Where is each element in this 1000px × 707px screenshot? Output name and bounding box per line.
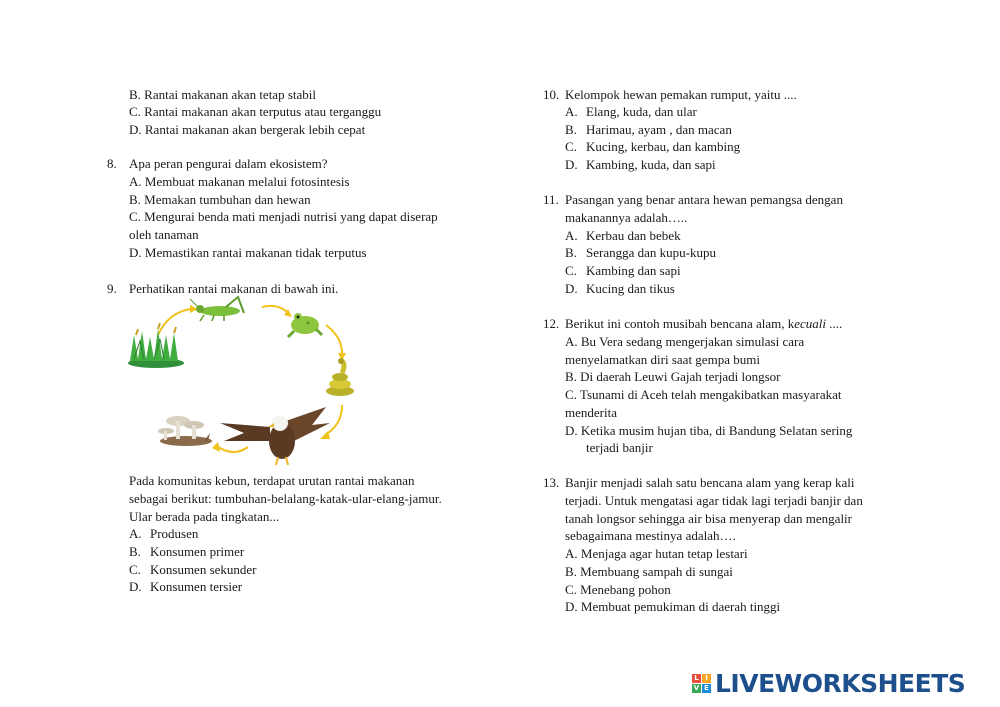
q12-option-d[interactable]: D. Ketika musim hujan tiba, di Bandung Selatan sering	[565, 423, 853, 438]
option-letter: B.	[129, 544, 141, 559]
option-letter: C.	[565, 139, 577, 154]
q7-option-b[interactable]: B. Rantai makanan akan tetap stabil	[129, 87, 316, 102]
question-text: Banjir menjadi salah satu bencana alam yang kerap kali	[565, 475, 855, 490]
logo-tile: V	[693, 683, 700, 692]
q13-option-a[interactable]: A. Menjaga agar hutan tetap lestari	[565, 546, 748, 561]
q12-option-d-continued: terjadi banjir	[586, 440, 653, 455]
question-number: 8.	[107, 156, 117, 171]
question-text: Perhatikan rantai makanan di bawah ini.	[129, 281, 339, 296]
option-letter: D.	[565, 157, 578, 172]
option-letter: A.	[565, 104, 578, 119]
q9-body-line: Pada komunitas kebun, terdapat urutan rantai makanan	[129, 473, 415, 488]
question-text-main: Berikut ini contoh musibah bencana alam, k	[565, 316, 795, 331]
question-number: 12.	[543, 316, 560, 331]
option-letter: B.	[565, 122, 577, 137]
question-number: 11.	[543, 192, 559, 207]
option-letter: C.	[565, 263, 577, 278]
q8-option-d[interactable]: D. Memastikan rantai makanan tidak terputus	[129, 245, 367, 260]
logo-tile: I	[702, 674, 711, 683]
q12-option-b[interactable]: B. Di daerah Leuwi Gajah terjadi longsor	[565, 369, 781, 384]
option-letter: A.	[565, 228, 578, 243]
question-number: 13.	[543, 475, 560, 490]
option-letter: B.	[565, 245, 577, 260]
question-text-end: ....	[826, 316, 843, 331]
q8-option-c-continued: oleh tanaman	[129, 227, 199, 242]
option-text: Produsen	[150, 526, 199, 541]
option-letter: D.	[129, 579, 142, 594]
grasshopper-icon	[190, 297, 244, 321]
option-text: Kambing dan sapi	[586, 263, 681, 278]
q12-option-a-continued: menyelamatkan diri saat gempa bumi	[565, 352, 760, 367]
q13-option-b[interactable]: B. Membuang sampah di sungai	[565, 564, 733, 579]
logo-tile: L	[692, 674, 701, 683]
q8-option-a[interactable]: A. Membuat makanan melalui fotosintesis	[129, 174, 350, 189]
frog-icon	[288, 313, 322, 337]
q7-option-d[interactable]: D. Rantai makanan akan bergerak lebih cepat	[129, 122, 366, 137]
snake-icon	[326, 358, 354, 396]
question-text-continued: sebagaimana mestinya adalah….	[565, 528, 736, 543]
option-text: Kerbau dan bebek	[586, 228, 681, 243]
q7-option-c[interactable]: C. Rantai makanan akan terputus atau terganggu	[129, 104, 382, 119]
q12-option-c-continued: menderita	[565, 405, 617, 420]
option-letter: A.	[129, 526, 142, 541]
option-text: Kucing dan tikus	[586, 281, 675, 296]
option-letter: D.	[565, 281, 578, 296]
option-text: Konsumen sekunder	[150, 562, 257, 577]
option-text: Konsumen tersier	[150, 579, 243, 594]
q12-option-c[interactable]: C. Tsunami di Aceh telah mengakibatkan masyarakat	[565, 387, 842, 402]
question-text-continued: makanannya adalah…..	[565, 210, 688, 225]
question-number: 9.	[107, 281, 117, 296]
option-text: Elang, kuda, dan ular	[586, 104, 697, 119]
option-text: Harimau, ayam , dan macan	[586, 122, 732, 137]
eagle-icon	[220, 407, 330, 465]
option-text: Kambing, kuda, dan sapi	[586, 157, 716, 172]
question-text-emphasis: ecuali	[794, 316, 827, 331]
liveworksheets-logo[interactable]	[692, 668, 965, 698]
question-text: Kelompok hewan pemakan rumput, yaitu ....	[565, 87, 797, 102]
question-text-continued: terjadi. Untuk mengatasi agar tidak lagi terjadi banjir dan	[565, 493, 863, 508]
option-text: Konsumen primer	[150, 544, 245, 559]
question-text: Apa peran pengurai dalam ekosistem?	[129, 156, 328, 171]
food-chain-diagram	[120, 295, 365, 475]
grass-icon	[128, 323, 184, 368]
logo-wordmark: LIVEWORKSHEETS	[715, 668, 966, 698]
q9-body-line: sebagai berikut: tumbuhan-belalang-katak-ular-elang-jamur.	[129, 491, 442, 506]
option-text: Serangga dan kupu-kupu	[586, 245, 716, 260]
q12-option-a[interactable]: A. Bu Vera sedang mengerjakan simulasi cara	[565, 334, 805, 349]
logo-tiles-icon	[692, 674, 711, 693]
mushroom-icon	[158, 416, 212, 446]
q8-option-b[interactable]: B. Memakan tumbuhan dan hewan	[129, 192, 311, 207]
q9-body-line: Ular berada pada tingkatan...	[129, 509, 280, 524]
q13-option-c[interactable]: C. Menebang pohon	[565, 582, 671, 597]
option-letter: C.	[129, 562, 141, 577]
option-text: Kucing, kerbau, dan kambing	[586, 139, 741, 154]
question-number: 10.	[543, 87, 560, 102]
q13-option-d[interactable]: D. Membuat pemukiman di daerah tinggi	[565, 599, 781, 614]
question-text-continued: tanah longsor sehingga air bisa menyerap dan mengalir	[565, 511, 852, 526]
question-text	[565, 315, 842, 332]
question-text: Pasangan yang benar antara hewan pemangsa dengan	[565, 192, 843, 207]
logo-tile: E	[702, 684, 711, 693]
q8-option-c[interactable]: C. Mengurai benda mati menjadi nutrisi yang dapat diserap	[129, 209, 438, 224]
